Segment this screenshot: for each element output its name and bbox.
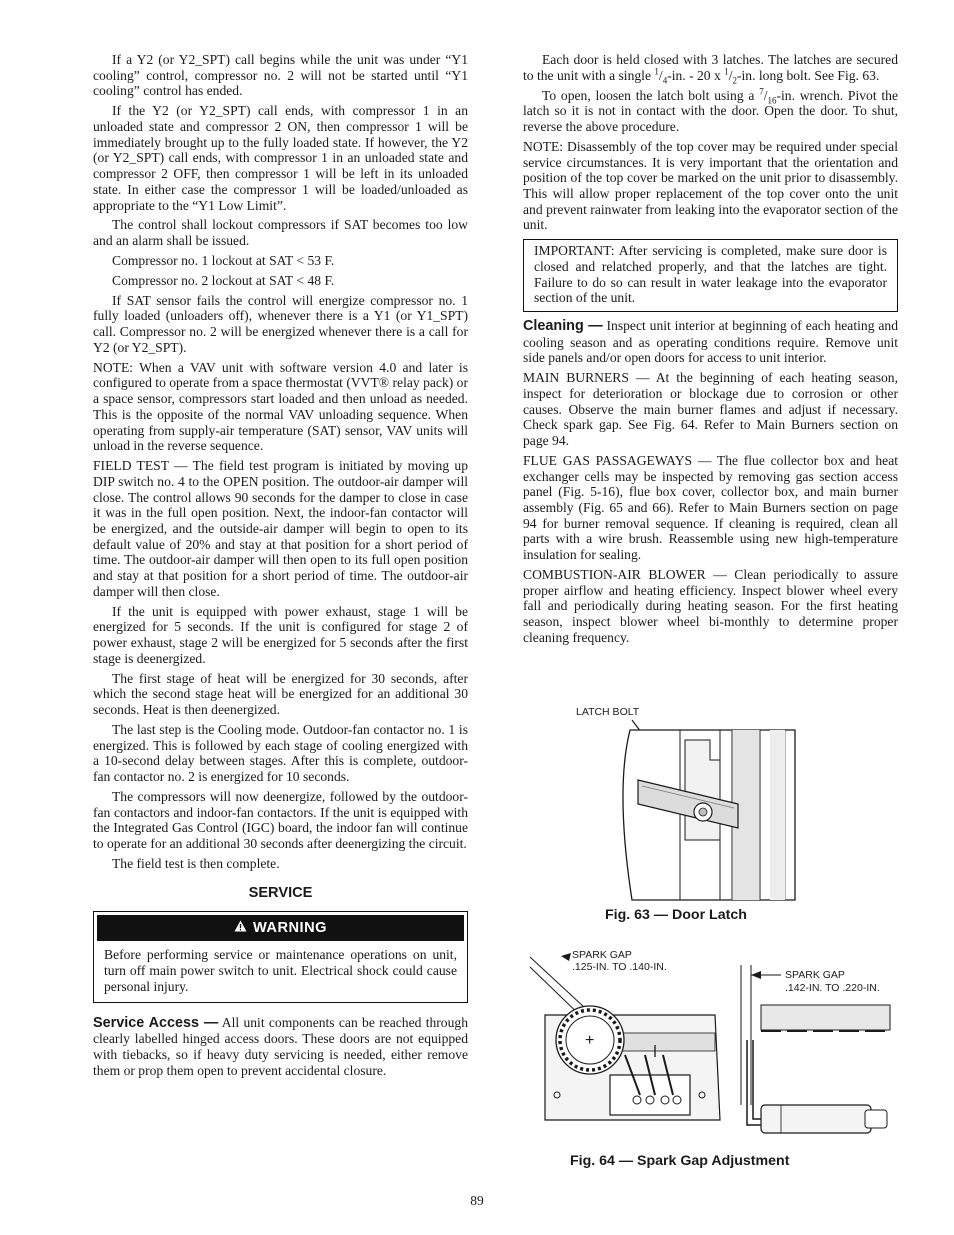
fraction-numerator: 1: [654, 66, 659, 77]
svg-text:+: +: [585, 1032, 595, 1049]
spark-gap-label-1-line1: SPARK GAP: [572, 949, 632, 961]
igniter-body: [761, 1105, 871, 1133]
spark-gap-label-1-line2: .125-IN. TO .140-IN.: [572, 961, 667, 973]
flue-gas-paragraph: FLUE GAS PASSAGEWAYS — The flue collector box and heat exchanger cells may be inspected by removing gas section access panel (Fig. 5-16), flue box cover, collector box, and main burner assembly (Fig. 65 and 66). Refer to Main Burners section on page 94 for burner removal sequence. If cleaning is required, clean all parts with a wire brush. Reassemble using new high-temperature insulation for sealing.: [523, 452, 898, 563]
electrode-block: [610, 1075, 690, 1115]
page-number: 89: [470, 1193, 484, 1208]
service-access-paragraph: [93, 1015, 468, 1079]
spark-gap-figure: [525, 945, 895, 1150]
text-run: -in. long bolt. See Fig. 63.: [736, 67, 880, 83]
paragraph: The compressors will now deenergize, followed by the outdoor-fan contactors and indoor-fan contactors. If the unit is equipped with the Integrated Gas Control (IGC) board, the indoor fan will continue to operate for an additional 30 seconds after deenergizing the circuit.: [93, 789, 468, 852]
fraction-denominator: 4: [662, 75, 668, 86]
warning-bar: [97, 915, 464, 941]
text-run: -in. - 20 x: [667, 67, 725, 83]
text-run: -in. wrench. Pivot the latch so it is not in contact with the door. Open the door. To shut, reverse the above procedure.: [523, 87, 898, 134]
cleaning-paragraph: [523, 318, 898, 366]
paragraph: The first stage of heat will be energized for 30 seconds, after which the second stage heat will be energized for an additional 30 seconds. Heat is then deenergized.: [93, 670, 468, 718]
fig64-caption: Fig. 64 — Spark Gap Adjustment: [570, 1153, 790, 1169]
right-column: [523, 52, 898, 650]
spark-gap-label-2-line2: .142-IN. TO .220-IN.: [785, 982, 880, 994]
latch-bolt-label: LATCH BOLT: [576, 706, 640, 718]
burner-side: [761, 1005, 890, 1030]
combustion-blower-paragraph: COMBUSTION-AIR BLOWER — Clean periodically to assure proper airflow and heating efficiency. Inspect blower wheel every fall and periodically during heating season. For the first heating season, inspect blower wheel bi-monthly to determine proper cleaning frequency.: [523, 567, 898, 645]
field-test-paragraph: FIELD TEST — The field test program is initiated by moving up DIP switch no. 4 to the OPEN position. The outdoor-air damper will close. The control allows 90 seconds for the damper to close in case it was in the full open position. Next, the indoor-fan contactor will be energized, and the outside-air damper will begin to open to its default value of 20% and stay at that position for a short period of time. The outdoor-air damper will then open to its full open position and stay at that position for a short period of time. The outdoor-air damper will then close.: [93, 458, 468, 599]
door-latch-figure: [560, 700, 820, 905]
paragraph: Compressor no. 1 lockout at SAT < 53 F.: [112, 253, 335, 268]
cleaning-text: Inspect unit interior at beginning of each heating and cooling season and as operating conditions require. Remove unit side panels and/or open doors for access to unit interior.: [523, 317, 898, 366]
service-heading: SERVICE: [248, 884, 313, 901]
paragraph: If SAT sensor fails the control will energize compressor no. 1 fully loaded (unloaders off), whenever there is a Y1 (or Y1_SPT) call. Compressor no. 2 will be energized whenever there is a call for Y2 (or Y2_SPT).: [93, 292, 468, 355]
important-box: IMPORTANT: After servicing is completed, make sure door is closed and relatched properly, and that the latches are tight. Failure to do so can result in water leakage into the evaporator section of the unit.: [523, 239, 898, 312]
paragraph: If a Y2 (or Y2_SPT) call begins while the unit was under “Y1 cooling” control, compressor no. 2 will not be started until “Y1 cooling” control has ended.: [93, 52, 468, 99]
paragraph: The field test is then complete.: [112, 856, 280, 871]
note-paragraph: NOTE: When a VAV unit with software version 4.0 and later is configured to operate from a space thermostat (VVT® relay pack) or a space sensor, compressors start loaded and then unload as needed. This is the opposite of the normal VAV unloading sequence. When operating from supply-air temperature (SAT) sensor, VAV units will unload in the reverse sequence.: [93, 359, 468, 454]
paragraph: The control shall lockout compressors if SAT becomes too low and an alarm shall be issued.: [93, 217, 468, 249]
paragraph: The last step is the Cooling mode. Outdoor-fan contactor no. 1 is energized. This is followed by each stage of cooling energized with a 10-second delay between stages. After this is complete, outdoor-fan contactor no. 2 is energized for 10 seconds.: [93, 722, 468, 785]
fraction-numerator: 1: [724, 66, 729, 77]
warning-text: Before performing service or maintenance operations on unit, turn off main power switch to unit. Electrical shock could cause personal injury.: [104, 947, 457, 994]
spark-gap-label-2-line1: SPARK GAP: [785, 969, 845, 981]
fraction-numerator: 7: [759, 86, 764, 97]
paragraph: If the Y2 (or Y2_SPT) call ends, with compressor 1 in an unloaded state and compressor 2 ON, then compressor 1 will be immediately brought up to the fully loaded state. If however, the Y2 (or Y2_SPT) call ends, with compressor 1 in an unloaded state and compressor 2 OFF, then compressor 1 will be left in its unloaded state. In either case the compressor 1 will be loaded/unloaded as appropriate to the “Y1 Low Limit”.: [93, 103, 468, 213]
note-paragraph: NOTE: Disassembly of the top cover may be required under special service circumstances. It is very important that the orientation and position of the top cover be marked on the unit prior to disassembly. This will allow proper replacement of the top cover onto the unit and prevent rainwater from leaking into the evaporator section of the unit.: [523, 138, 898, 233]
paragraph: Each door is held closed with 3 latches. The latches are secured to the unit with a single $^1/_4-in$. - 20 x $^1/_2-in$. long bolt. See Fig. 63.: [523, 52, 898, 86]
main-burners-paragraph: MAIN BURNERS — At the beginning of each heating season, inspect for deterioration or blockage due to corrosion or other causes. Observe the main burner flames and adjust if necessary. Check spark gap. See Fig. 64. Refer to Main Burners section on page 94.: [523, 370, 898, 449]
warning-label: WARNING: [252, 920, 328, 937]
fraction-denominator: 2: [732, 75, 737, 86]
service-access-heading: Service Access —: [93, 1014, 219, 1031]
paragraph: Compressor no. 2 lockout at SAT < 48 F.: [112, 272, 335, 288]
paragraph: To open, loosen the latch bolt using a $^7/_{16}-in$. wrench. Pivot the latch so it is not in contact with the door. Open the door. To shut, reverse the above procedure.: [523, 86, 898, 134]
paragraph: If the unit is equipped with power exhaust, stage 1 will be energized for 5 seconds. If the unit is configured for stage 2 of power exhaust, stage 2 will be energized for 5 seconds after the first stage is deenergized.: [93, 603, 468, 666]
cleaning-heading: Cleaning —: [523, 317, 603, 334]
warning-triangle-icon: [234, 915, 247, 941]
text-run: Each door is held closed with 3 latches. The latches are secured to the unit with a single: [523, 52, 898, 83]
text-run: To open, loosen the latch bolt using a: [542, 87, 760, 103]
fig63-caption: Fig. 63 — Door Latch: [605, 907, 747, 923]
service-access-text: All unit components can be reached through clearly labelled hinged access doors. These doors are not equipped with tiebacks, so if heavy duty servicing is needed, either remove them or prop them open to prevent accidental closure.: [93, 1014, 468, 1078]
left-column: [93, 52, 468, 1083]
fraction-denominator: 16: [767, 95, 777, 106]
warning-box: [93, 911, 468, 1002]
